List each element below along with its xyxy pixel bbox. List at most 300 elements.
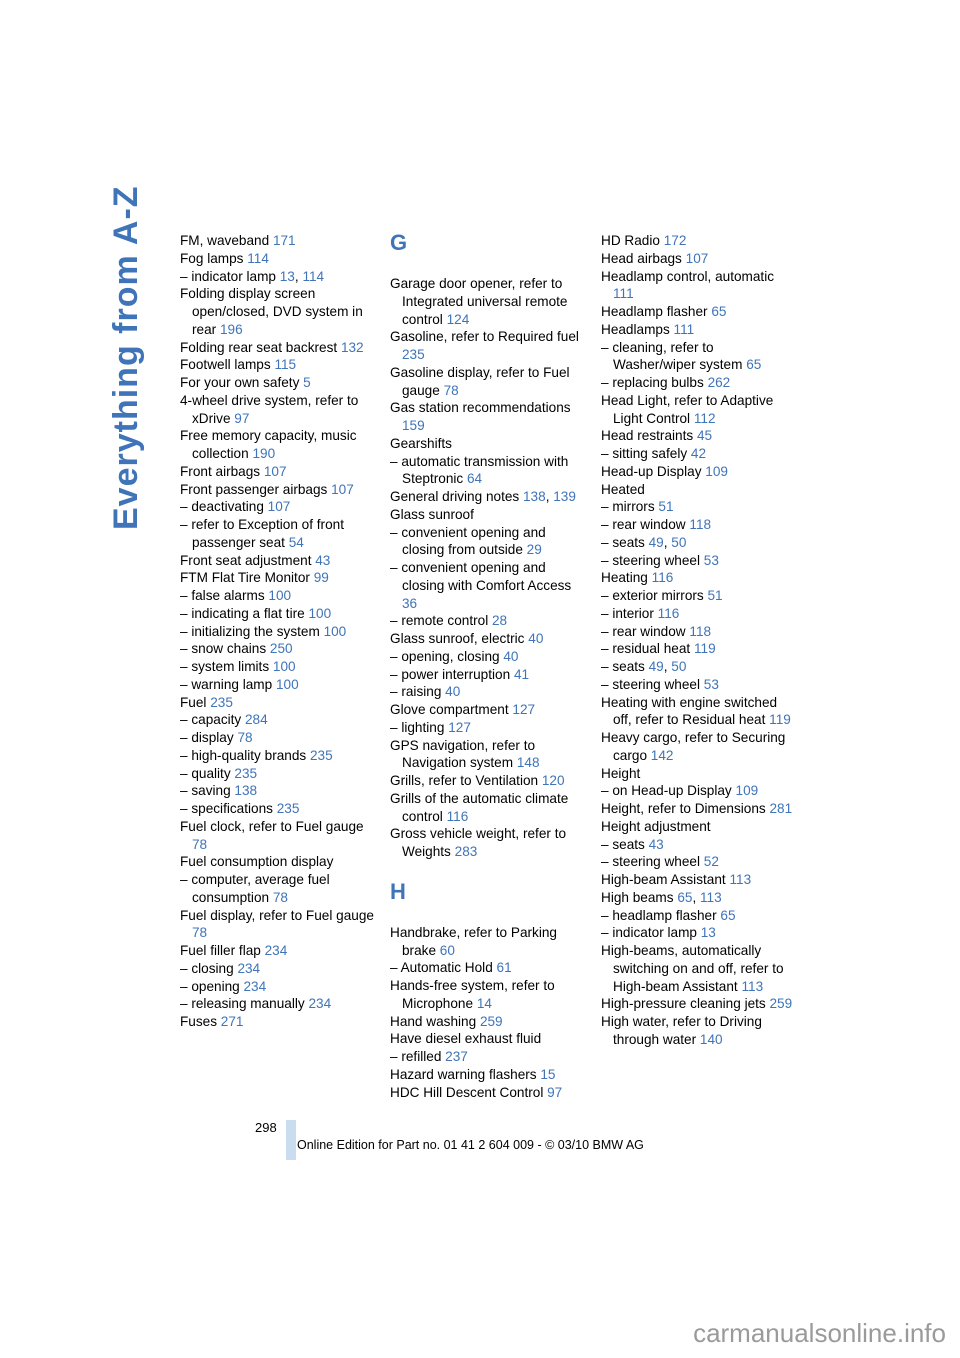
- page-reference-link[interactable]: 284: [244, 712, 268, 728]
- index-entry: [390, 1084, 582, 1102]
- page-reference-link[interactable]: 281: [769, 801, 793, 816]
- index-entry: [390, 612, 582, 630]
- page-reference-link[interactable]: 142: [650, 747, 674, 763]
- page-reference-link[interactable]: 113: [729, 872, 752, 887]
- page-reference-link[interactable]: 107: [685, 250, 709, 266]
- page-reference-link[interactable]: 28: [492, 613, 508, 629]
- page-reference-link[interactable]: 171: [272, 233, 296, 248]
- page-reference-link[interactable]: 49: [648, 534, 664, 550]
- index-entry: [180, 392, 380, 428]
- index-entry-text: – saving: [180, 783, 235, 799]
- index-entry: [390, 737, 582, 773]
- index-entry-text: – refer to Exception of front passenger seat: [180, 517, 344, 550]
- index-entry: [390, 453, 582, 489]
- index-entry-text: Have diesel exhaust fluid: [390, 1031, 542, 1047]
- index-entry-text: – specifications: [180, 801, 277, 816]
- index-entry-text: Height adjustment: [601, 818, 711, 834]
- index-entry: [601, 907, 795, 925]
- index-entry-text: High water, refer to Driving through water: [601, 1014, 762, 1047]
- page-reference-link[interactable]: 51: [658, 499, 674, 515]
- index-entry: [601, 605, 795, 623]
- page-reference-link[interactable]: 100: [268, 588, 292, 603]
- index-entry: [180, 995, 380, 1013]
- page-reference-link[interactable]: 235: [210, 694, 233, 710]
- index-entry-text: – on Head-up Display: [601, 783, 736, 799]
- index-entry: [180, 516, 380, 552]
- index-entry-text: – opening, closing: [390, 648, 504, 664]
- index-entry-text: – Automatic Hold: [390, 960, 497, 976]
- index-entry: [390, 1066, 582, 1084]
- index-entry: [601, 268, 795, 304]
- index-entry: [601, 871, 795, 889]
- page-reference-link[interactable]: 107: [331, 481, 354, 497]
- page-reference-link[interactable]: 40: [445, 684, 461, 700]
- page-reference-link[interactable]: 49: [648, 659, 664, 674]
- page-reference-link[interactable]: 42: [690, 446, 707, 461]
- index-entry: [601, 445, 795, 463]
- index-entry: [180, 587, 380, 605]
- index-entry: [390, 790, 582, 826]
- index-entry: [180, 942, 380, 960]
- index-entry: [180, 747, 380, 765]
- index-entry: [180, 676, 380, 694]
- index-entry: [180, 552, 380, 570]
- index-entry-text: Headlamps: [601, 321, 674, 337]
- index-entry: [180, 498, 380, 516]
- index-entry: [390, 719, 582, 737]
- page-reference-link[interactable]: 235: [309, 747, 333, 763]
- index-entry: [601, 463, 795, 481]
- index-entry-text: Gearshifts: [390, 435, 452, 451]
- index-entry-text: – warning lamp: [180, 676, 276, 692]
- index-entry: [601, 623, 795, 641]
- index-entry: [601, 800, 795, 818]
- index-entry: [180, 694, 380, 712]
- index-entry: [180, 907, 380, 943]
- index-entry: [180, 853, 380, 871]
- index-entry: [390, 1030, 582, 1048]
- index-column-1: [180, 232, 380, 1031]
- index-entry-text: High-beam Assistant: [601, 872, 730, 887]
- index-entry: [180, 569, 380, 587]
- index-entry: [390, 648, 582, 666]
- page-reference-link[interactable]: 54: [288, 534, 304, 550]
- index-entry: [180, 623, 380, 641]
- page-reference-link[interactable]: 50: [671, 659, 687, 674]
- index-entry: [601, 942, 795, 995]
- page-reference-link[interactable]: 271: [220, 1014, 244, 1029]
- index-entry: [390, 1013, 582, 1031]
- index-entry: [180, 960, 380, 978]
- page-reference-link[interactable]: 112: [693, 410, 716, 426]
- index-entry: – indicator lamp 13, 114: [180, 268, 325, 284]
- index-entry-text: Glass sunroof, electric: [390, 631, 529, 646]
- page-reference-link[interactable]: 14: [476, 995, 492, 1011]
- page-reference-link[interactable]: 100: [275, 676, 299, 692]
- index-entry: [180, 711, 380, 729]
- index-entry-text: Front airbags: [180, 463, 264, 479]
- index-entry-text: Front seat adjustment: [180, 552, 316, 568]
- index-entry: [180, 374, 380, 392]
- page-reference-link[interactable]: 43: [315, 552, 331, 568]
- index-entry: [180, 427, 380, 463]
- index-entry-text: Footwell lamps: [180, 357, 275, 373]
- page-reference-link[interactable]: 40: [503, 648, 519, 664]
- page-reference-link[interactable]: 40: [528, 631, 544, 646]
- index-entry-text: – false alarms: [180, 588, 269, 603]
- page-reference-link[interactable]: 190: [252, 446, 276, 461]
- page-reference-link[interactable]: 235: [402, 347, 425, 362]
- page-reference-link[interactable]: 100: [323, 623, 347, 639]
- index-entry-text: Fuel consumption display: [180, 854, 334, 870]
- index-entry: [601, 729, 795, 765]
- page-reference-link[interactable]: 196: [219, 321, 243, 337]
- page-reference-link[interactable]: 53: [703, 552, 719, 568]
- index-entry-text: High-pressure cleaning jets: [601, 996, 770, 1012]
- page-reference-link[interactable]: 140: [699, 1031, 723, 1047]
- page-reference-link[interactable]: 234: [243, 978, 267, 994]
- index-entry-text: – refilled: [390, 1049, 446, 1064]
- page-reference-link[interactable]: 127: [448, 719, 471, 735]
- index-entry-text: High beams: [601, 889, 678, 905]
- index-entry: [180, 463, 380, 481]
- index-entry-text: Heavy cargo, refer to Securing cargo: [601, 730, 786, 763]
- index-entry: [390, 683, 582, 701]
- index-entry-text: – closing: [180, 960, 238, 976]
- index-entry: [390, 435, 582, 453]
- index-entry: [601, 765, 795, 783]
- page-reference-link[interactable]: 13: [279, 268, 295, 284]
- index-entry: [601, 552, 795, 570]
- index-entry-text: – steering wheel: [601, 854, 704, 870]
- index-entry-text: – rear window: [601, 517, 690, 532]
- page-reference-link[interactable]: 234: [237, 960, 261, 976]
- index-entry-text: 4-wheel drive system, refer to xDrive: [180, 392, 359, 426]
- index-entry: [390, 701, 582, 719]
- index-entry-text: – replacing bulbs: [601, 375, 708, 390]
- page-reference-link[interactable]: 118: [689, 623, 712, 639]
- index-entry-text: Garage door opener, refer to Integrated universal remote control: [390, 276, 568, 327]
- page-reference-link[interactable]: 5: [303, 375, 311, 390]
- page-reference-link[interactable]: 78: [237, 730, 253, 745]
- index-entry-text: – steering wheel: [601, 552, 704, 568]
- index-entry-text: – system limits: [180, 659, 273, 674]
- index-entry-text: Gross vehicle weight, refer to Weights: [390, 826, 567, 859]
- index-column-2: [390, 232, 582, 1101]
- index-entry-text: Gasoline, refer to Required fuel: [390, 329, 579, 345]
- index-entry-text: GPS navigation, refer to Navigation system: [390, 737, 536, 771]
- index-entry-text: Hazard warning flashers: [390, 1066, 541, 1082]
- page-reference-link[interactable]: 237: [445, 1049, 468, 1064]
- index-entry: [601, 995, 795, 1013]
- index-entry-text: Fuel clock, refer to Fuel gauge: [180, 818, 364, 834]
- section-gap: [390, 861, 582, 881]
- index-entry-text: High-beams, automatically switching on and off, refer to High-beam Assistant: [601, 943, 784, 994]
- index-entry-text: Folding rear seat backrest: [180, 339, 341, 355]
- index-entry-text: Heating with engine switched off, refer to Residual heat: [601, 694, 778, 728]
- index-entry-text: Height, refer to Dimensions: [601, 801, 770, 816]
- page-reference-link[interactable]: 100: [272, 659, 296, 674]
- index-column-3: [601, 232, 795, 1049]
- page-reference-link[interactable]: 29: [526, 542, 542, 558]
- page-reference-link[interactable]: 127: [512, 702, 536, 717]
- index-entry-text: – high-quality brands: [180, 747, 310, 763]
- page-reference-link[interactable]: 113: [741, 978, 764, 994]
- page-reference-link[interactable]: 148: [516, 755, 540, 771]
- index-entry-text: Fuses: [180, 1014, 221, 1029]
- index-entry-text: – exterior mirrors: [601, 588, 708, 603]
- index-entry-text: – seats: [601, 534, 649, 550]
- page-reference-link[interactable]: 51: [707, 588, 723, 603]
- page-reference-link[interactable]: 65: [711, 304, 727, 319]
- page-reference-link[interactable]: 132: [340, 339, 364, 355]
- index-entry-text: Free memory capacity, music collection: [180, 428, 357, 461]
- index-entry-text: – indicating a flat tire: [180, 605, 309, 621]
- page-reference-link[interactable]: 65: [677, 889, 693, 905]
- index-entry-text: Folding display screen open/closed, DVD system in rear: [180, 286, 363, 337]
- index-entry: [180, 658, 380, 676]
- index-entry: [180, 605, 380, 623]
- index-entry-text: FTM Flat Tire Monitor: [180, 570, 314, 586]
- page-reference-link[interactable]: 111: [613, 286, 634, 302]
- page-reference-link[interactable]: 138: [523, 489, 546, 504]
- index-entry: [601, 303, 795, 321]
- index-entry: High beams 65, 113: [601, 889, 722, 905]
- index-entry-text: Fuel display, refer to Fuel gauge: [180, 907, 374, 923]
- index-entry-text: Gas station recommendations: [390, 400, 571, 416]
- index-entry-text: Glass sunroof: [390, 506, 474, 522]
- page-reference-link[interactable]: 234: [264, 943, 288, 958]
- index-entry-text: Heated: [601, 481, 645, 497]
- index-entry-text: – snow chains: [180, 641, 270, 657]
- index-entry-text: Hands-free system, refer to Microphone: [390, 978, 555, 1011]
- index-entry: [601, 587, 795, 605]
- index-entry-text: Handbrake, refer to Parking brake: [390, 924, 557, 958]
- section-letter: H: [390, 878, 406, 904]
- index-entry-text: Gasoline display, refer to Fuel gauge: [390, 364, 570, 398]
- page-reference-link[interactable]: 109: [705, 463, 728, 479]
- index-entry-text: – raising: [390, 684, 446, 700]
- index-entry-text: Head-up Display: [601, 463, 706, 479]
- index-entry-text: – releasing manually: [180, 996, 309, 1012]
- page-reference-link[interactable]: 36: [402, 595, 418, 611]
- index-entry-text: – headlamp flasher: [601, 907, 721, 923]
- index-entry-text: – seats: [601, 659, 649, 674]
- index-entry: [180, 800, 380, 818]
- page-reference-link[interactable]: 114: [247, 250, 269, 266]
- index-entry: [180, 339, 380, 357]
- index-entry-text: – steering wheel: [601, 676, 704, 692]
- index-entry-text: – interior: [601, 605, 658, 621]
- index-entry-text: HDC Hill Descent Control: [390, 1084, 548, 1100]
- index-entry: – seats 49, 50: [601, 659, 687, 674]
- index-entry-text: – remote control: [390, 613, 492, 629]
- index-entry-text: – quality: [180, 765, 235, 781]
- page-reference-link[interactable]: 13: [700, 925, 716, 941]
- index-entry: [601, 321, 795, 339]
- index-entry: [390, 630, 582, 648]
- index-entry-text: Front passenger airbags: [180, 481, 332, 497]
- page-reference-link[interactable]: 283: [454, 844, 478, 859]
- page-reference-link[interactable]: 159: [402, 418, 425, 433]
- index-entry: [180, 729, 380, 747]
- index-entry: [601, 924, 795, 942]
- index-entry: [390, 275, 582, 328]
- index-entry: [601, 250, 795, 268]
- page-reference-link[interactable]: 99: [313, 570, 329, 586]
- index-entry-text: – residual heat: [601, 641, 694, 657]
- index-entry: [180, 481, 380, 499]
- page-reference-link[interactable]: 124: [446, 311, 470, 327]
- index-entry-text: – convenient opening and closing with Comfort Access: [390, 560, 572, 593]
- index-entry-text: – indicator lamp: [601, 925, 701, 941]
- index-entry-text: – convenient opening and closing from outside: [390, 524, 546, 558]
- index-entry-text: – rear window: [601, 623, 690, 639]
- index-entry: [390, 825, 582, 861]
- index-entry-text: – computer, average fuel consumption: [180, 872, 330, 905]
- section-letter: G: [390, 230, 408, 255]
- index-entry-text: Fuel filler flap: [180, 943, 265, 958]
- index-entry: [180, 978, 380, 996]
- page-reference-link[interactable]: 64: [466, 471, 483, 487]
- index-entry: [390, 977, 582, 1013]
- index-entry: [180, 640, 380, 658]
- index-entry: [180, 765, 380, 783]
- index-entry-text: HD Radio: [601, 233, 664, 248]
- index-entry-text: – power interruption: [390, 666, 514, 682]
- index-entry: [180, 250, 380, 268]
- index-entry: [180, 818, 380, 854]
- page-reference-link[interactable]: 61: [496, 960, 512, 976]
- page-reference-link[interactable]: 139: [553, 489, 576, 504]
- index-entry: [601, 836, 795, 854]
- index-entry: [390, 772, 582, 790]
- page-reference-link[interactable]: 78: [192, 925, 208, 941]
- index-entry-text: – indicator lamp: [180, 268, 280, 284]
- index-entry-text: Head restraints: [601, 428, 697, 444]
- page-reference-link[interactable]: 15: [540, 1066, 556, 1082]
- index-entry: [180, 782, 380, 800]
- index-entry-text: Fuel: [180, 694, 211, 710]
- page-reference-link[interactable]: 120: [541, 773, 565, 788]
- index-entry-text: Head airbags: [601, 250, 686, 266]
- index-entry-text: – initializing the system: [180, 623, 324, 639]
- index-entry: [601, 516, 795, 534]
- index-entry-text: Headlamp flasher: [601, 304, 712, 319]
- index-entry: [601, 818, 795, 836]
- page-reference-link[interactable]: 60: [439, 942, 455, 958]
- page-reference-link[interactable]: 65: [746, 357, 762, 373]
- page-reference-link[interactable]: 78: [192, 836, 208, 852]
- page-reference-link[interactable]: 97: [234, 410, 250, 426]
- index-entry: [390, 328, 582, 364]
- index-entry: [390, 559, 582, 612]
- index-entry: [601, 853, 795, 871]
- index-entry: [601, 1013, 795, 1049]
- page-reference-link[interactable]: 111: [673, 321, 695, 337]
- index-entry: [180, 871, 380, 907]
- page-reference-link[interactable]: 78: [443, 382, 459, 398]
- page-reference-link[interactable]: 234: [308, 996, 332, 1012]
- index-entry-text: Height: [601, 765, 641, 781]
- page-reference-link[interactable]: 45: [696, 428, 713, 444]
- index-entry-text: – deactivating: [180, 499, 268, 515]
- index-entry: [601, 694, 795, 730]
- index-entry: [601, 481, 795, 499]
- page-reference-link[interactable]: 115: [274, 357, 297, 373]
- page-reference-link[interactable]: 78: [272, 889, 288, 905]
- page-reference-link[interactable]: 65: [720, 907, 736, 923]
- page-reference-link[interactable]: 97: [547, 1084, 563, 1100]
- page-reference-link[interactable]: 116: [651, 570, 674, 586]
- page-reference-link[interactable]: 259: [479, 1013, 503, 1029]
- index-entry: [601, 427, 795, 445]
- page-reference-link[interactable]: 235: [276, 801, 300, 816]
- page-reference-link[interactable]: 107: [267, 499, 291, 515]
- page-reference-link[interactable]: 107: [263, 463, 287, 479]
- index-entry-text: Grills, refer to Ventilation: [390, 773, 542, 788]
- index-entry: [601, 392, 795, 428]
- index-entry: [390, 959, 582, 977]
- index-entry: [601, 782, 795, 800]
- index-entry-text: Glove compartment: [390, 702, 513, 717]
- index-entry: [601, 569, 795, 587]
- index-entry-text: – capacity: [180, 712, 245, 728]
- side-section-title: Everything from A-Z: [107, 185, 145, 530]
- index-entry: [390, 1048, 582, 1066]
- footer-edition-text: Online Edition for Part no. 01 41 2 604 009 - © 03/10 BMW AG: [297, 1138, 644, 1152]
- index-entry-text: Head Light, refer to Adaptive Light Control: [601, 392, 774, 426]
- page-reference-link[interactable]: 116: [446, 808, 469, 824]
- page-reference-link[interactable]: 53: [703, 676, 719, 692]
- index-entry-text: Heating: [601, 570, 652, 586]
- index-entry-text: Headlamp control, automatic: [601, 268, 775, 284]
- index-entry: [601, 232, 795, 250]
- page-reference-link[interactable]: 119: [769, 712, 791, 728]
- page-reference-link[interactable]: 118: [689, 517, 712, 532]
- index-entry-text: – automatic transmission with Steptronic: [390, 453, 569, 487]
- page-reference-link[interactable]: 262: [707, 375, 731, 390]
- index-entry: [601, 676, 795, 694]
- index-entry: [390, 364, 582, 400]
- page-reference-link[interactable]: 41: [513, 666, 530, 682]
- index-entry: [390, 666, 582, 684]
- page-reference-link[interactable]: 259: [769, 996, 793, 1012]
- page-reference-link[interactable]: 116: [657, 605, 680, 621]
- page-reference-link[interactable]: 119: [693, 641, 716, 657]
- index-entry-text: – seats: [601, 836, 649, 852]
- index-entry-text: For your own safety: [180, 375, 304, 390]
- index-entry-text: – display: [180, 730, 238, 745]
- index-entry: [390, 524, 582, 560]
- page-reference-link[interactable]: 138: [234, 783, 258, 799]
- page-reference-link[interactable]: 43: [648, 836, 664, 852]
- index-entry: [180, 285, 380, 338]
- index-entry: [601, 374, 795, 392]
- page-reference-link[interactable]: 100: [308, 605, 332, 621]
- index-entry-text: – mirrors: [601, 499, 659, 515]
- page-reference-link[interactable]: 235: [234, 765, 258, 781]
- page-reference-link[interactable]: 50: [671, 534, 687, 550]
- page-reference-link[interactable]: 109: [735, 783, 759, 799]
- page-reference-link[interactable]: 113: [700, 889, 722, 905]
- footer-accent-bar: [286, 1120, 296, 1160]
- page-reference-link[interactable]: 250: [269, 641, 293, 657]
- page-reference-link[interactable]: 52: [703, 854, 719, 870]
- index-entry-text: – lighting: [390, 719, 449, 735]
- page-reference-link[interactable]: 172: [663, 233, 687, 248]
- page-reference-link[interactable]: 114: [302, 268, 325, 284]
